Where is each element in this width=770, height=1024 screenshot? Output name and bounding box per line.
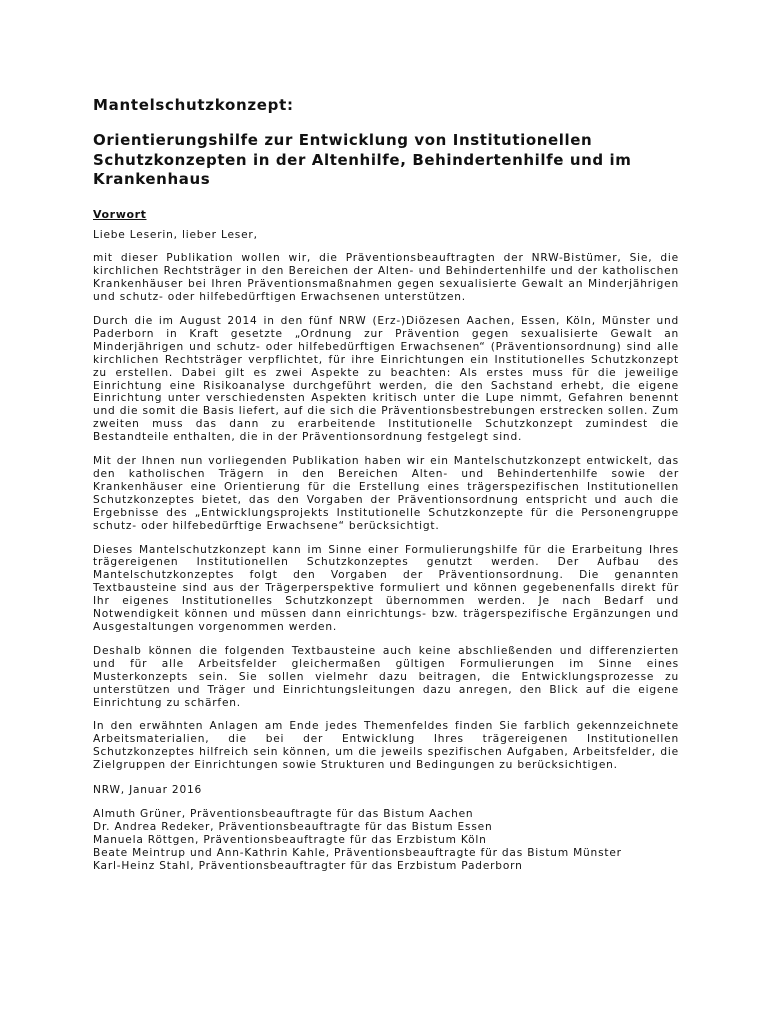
signatory: Dr. Andrea Redeker, Präventionsbeauftragte für das Bistum Essen xyxy=(93,820,493,833)
salutation: Liebe Leserin, lieber Leser, xyxy=(93,228,258,241)
paragraph: In den erwähnten Anlagen am Ende jedes Themenfeldes finden Sie farblich gekennzeichnete Arbeitsmaterialien, die bei der Entwicklung Ihres trägereigenen Institutionellen Schutzkonzeptes hilfreich sein können, um die jeweils spezifischen Aufgaben, Arbeitsfelder, die Zielgruppen der Einrichtungen sowie Strukturen und Bedingungen zu berücksichtigen. xyxy=(93,720,679,772)
paragraph: mit dieser Publikation wollen wir, die Präventionsbeauftragten der NRW-Bistümer, Sie, die kirchlichen Rechtsträger in den Bereichen der Alten- und Behindertenhilfe und der katholischen Krankenhäuser bei Ihren Präventionsmaßnahmen gegen sexualisierte Gewalt an Minderjährigen und schutz- oder hilfebedürftigen Erwachsenen unterstützen. xyxy=(93,252,679,304)
signatory: Karl-Heinz Stahl, Präventionsbeauftragter für das Erzbistum Paderborn xyxy=(93,859,523,872)
signatory: Manuela Röttgen, Präventionsbeauftragte für das Erzbistum Köln xyxy=(93,833,487,846)
signatory: Almuth Grüner, Präventionsbeauftragte für das Bistum Aachen xyxy=(93,807,474,820)
document-title: Mantelschutzkonzept: xyxy=(93,96,294,114)
document-body xyxy=(93,96,679,872)
paragraph: Mit der Ihnen nun vorliegenden Publikation haben wir ein Mantelschutzkonzept entwickelt, das den katholischen Trägern in den Bereichen Alten- und Behindertenhilfe sowie der Krankenhäuser eine Orientierung für die Erstellung eines trägerspezifischen Institutionellen Schutzkonzeptes bietet, das den Vorgaben der Präventionsordnung entspricht und auch die Ergebnisse des „Entwicklungsprojekts Institutionelle Schutzkonzepte für die Personengruppe schutz- oder hilfebedürftige Erwachsene“ berücksichtigt. xyxy=(93,455,679,532)
section-heading-vorwort: Vorwort xyxy=(93,207,147,221)
signatory: Beate Meintrup und Ann-Kathrin Kahle, Präventionsbeauftragte für das Bistum Münster xyxy=(93,846,622,859)
signatory-list xyxy=(93,808,679,873)
document-subtitle: Orientierungshilfe zur Entwicklung von Institutionellen Schutzkonzepten in der Altenhilfe, Behindertenhilfe und im Krankenhaus xyxy=(93,131,632,188)
date-line: NRW, Januar 2016 xyxy=(93,784,203,797)
paragraph: Durch die im August 2014 in den fünf NRW (Erz-)Diözesen Aachen, Essen, Köln, Münster und Paderborn in Kraft gesetzte „Ordnung zur Prävention gegen sexualisierte Gewalt an Minderjährigen und schutz- oder hilfebedürftigen Erwachsenen“ (Präventionsordnung) sind alle kirchlichen Rechtsträger verpflichtet, für ihre Einrichtungen ein Institutionelles Schutzkonzept zu erstellen. Dabei gilt es zwei Aspekte zu beachten: Als erstes muss für die jeweilige Einrichtung eine Risikoanalyse durchgeführt werden, die den Sachstand erhebt, die eigene Einrichtung unter verschiedensten Aspekten kritisch unter die Lupe nimmt, Gefahren benennt und die somit die Basis liefert, auf die sich die Präventionsbestrebungen erstrecken sollen. Zum zweiten muss das dann zu erarbeitende Institutionelle Schutzkonzept zumindest die Bestandteile enthalten, die in der Präventionsordnung festgelegt sind. xyxy=(93,315,679,444)
paragraph: Dieses Mantelschutzkonzept kann im Sinne einer Formulierungshilfe für die Erarbeitung Ihres trägereigenen Institutionellen Schutzkonzeptes genutzt werden. Der Aufbau des Mantelschutzkonzeptes folgt den Vorgaben der Präventionsordnung. Die genannten Textbausteine sind aus der Trägerperspektive formuliert und können gegebenenfalls direkt für Ihr eigenes Institutionelles Schutzkonzept übernommen werden. Je nach Bedarf und Notwendigkeit können und müssen dann einrichtungs- bzw. trägerspezifische Ergänzungen und Ausgestaltungen vorgenommen werden. xyxy=(93,543,679,633)
paragraph: Deshalb können die folgenden Textbausteine auch keine abschließenden und differenzierten und für alle Arbeitsfelder gleichermaßen gültigen Formulierungen im Sinne eines Musterkonzepts sein. Sie sollen vielmehr dazu beitragen, die Entwicklungsprozesse zu unterstützen und Träger und Einrichtungsleitungen dazu anregen, den Blick auf die eigene Einrichtung zu schärfen. xyxy=(93,644,679,709)
